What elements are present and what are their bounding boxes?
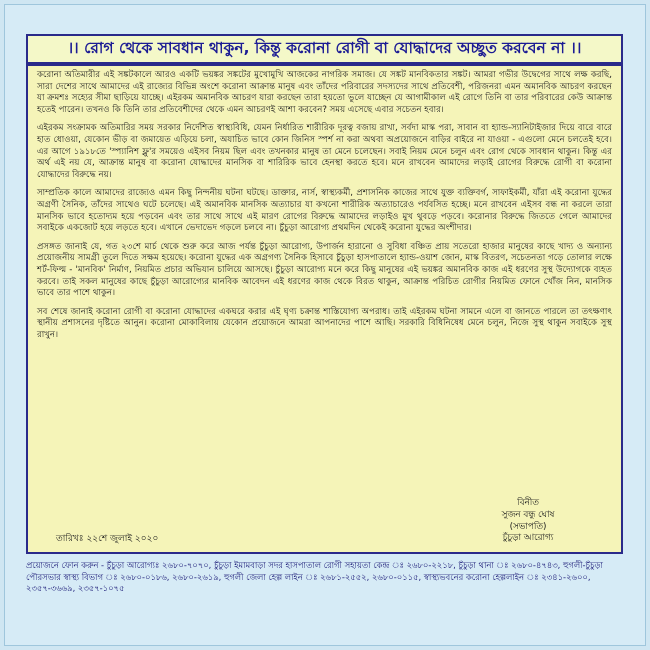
- signatory-organization: চুঁচুড়া আরোগ্য: [502, 533, 554, 544]
- paragraph-2: এইরকম সংক্রামক অতিমারির সময় সরকার নির্দেশিত স্বাস্থ্যবিধি, যেমন নির্ধারিত শারীরিক দূরত্ব বজায় রাখা, সর্বদা মাস্ক পরা, সাবান বা হ্যান্ড-স্যানিটাইজার দিয়ে বারে বারে হাত ধোওয়া, যেকোন ভীড় বা জমায়েত এড়িয়ে চলা, অযাচিত ভাবে কোন জিনিস স্পর্শ না করা অথবা অপ্রয়োজনে বাড়ির বাইরে না যাওয়া - এগুলো মেনে চলতেই হবে। এর আগে ১৯১৮তে 'স্প্যানিশ ফ্লু'র সময়েও এইসব নিয়ম ছিল এবং তখনকার মানুষ তা মেনে চলেছেন। সবাই নিয়ম মেনে চলুন এবং রোগ থেকে সাবধান থাকুন। কিন্তু এর অর্থ এই নয় যে, আক্রান্ত মানুষ বা করোনা যোদ্ধাদের মানসিক বা শারিরিক ভাবে হেনস্থা করতে হবে। মনে রাখবেন আমাদের লড়াই রোগের বিরুদ্ধে রোগী বা করোনা যোদ্ধাদের বিরুদ্ধে নয়।: [37, 123, 612, 180]
- signature-salutation: বিনীত: [517, 498, 539, 508]
- paragraph-1: করোনা অতিমারীর এই সঙ্কটকালে আরও একটি ভয়ঙ্কর সঙ্কটের মুখোমুখি আজকের নাগরিক সমাজ। যে সঙ্কট মানবিকতার সঙ্কট। আমরা গভীর উদ্বেগের সাথে লক্ষ করছি, সারা দেশের সাথে আমাদের এই রাজ্যের বিভিন্ন অংশে করোনা আক্রান্ত মানুষ এবং তাঁদের পরিবারের সদস্যদের সাথে প্রতিবেশী, পরিজনরা এমন অমানবিক আচরণ করছেন যা ক্রমশঃ সহ্যের সীমা ছাড়িয়ে যাচ্ছে। এইরকম অমানবিক আচরণ যারা করছেন তারা হয়তো ভুলে যাচ্ছেন যে আগামীকাল এই রোগে তিনি বা তার পরিবারের কেউ আক্রান্ত হতেই পারেন। তখনও কি তিনি তার প্রতিবেশীদের থেকে এমন আচরণই আশা করবেন? সময় এসেছে এবার সচেতন হবার।: [37, 70, 612, 115]
- title-banner: [26, 34, 623, 64]
- notice-date: তারিখঃ ২২শে জুলাই ২০২০: [56, 534, 159, 544]
- paragraph-5: সব শেষে জানাই করোনা রোগী বা করোনা যোদ্ধাদের একঘরে করার এই ঘৃণ্য চক্রান্ত শাস্তিযোগ্য অপরাধ। তাই এইরকম ঘটনা সামনে এলে বা জানতে পারলে তা তৎক্ষণাৎ স্থানীয় প্রশাসনের দৃষ্টিতে আনুন। করোনা মোকাবিলায় যেকোন প্রয়োজনে আমরা আপনাদের পাশে আছি। সরকারি বিধিনিষেধ মেনে চলুন, নিজে সুস্থ থাকুন সবাইকে সুস্থ রাখুন।: [37, 306, 612, 340]
- signature-block: [468, 498, 588, 545]
- signatory-name: সুজন বন্ধু ঘোষ: [501, 509, 555, 520]
- notice-body: [26, 64, 623, 554]
- page-title: ।। রোগ থেকে সাবধান থাকুন, কিন্তু করোনা রোগী বা যোদ্ধাদের অচ্ছুত করবেন না ।।: [67, 39, 582, 57]
- paragraph-4: প্রসঙ্গত জানাই যে, গত ২৩শে মার্চ থেকে শুরু করে আজ পর্যন্ত চুঁচুড়া আরোগ্য, উপার্জন হারানো ও সুবিধা বঞ্চিত প্রায় সতেরো হাজার মানুষের কাছে খাদ্য ও অন্যান্য প্রয়োজনীয় সামগ্রী তুলে দিতে সক্ষম হয়েছে। করোনা যুদ্ধের এক অগ্রগণ্য সৈনিক হিসাবে চুঁচুড়া হাসপাতালে হ্যান্ড-ওয়াশ জোন, মাস্ক বিতরণ, সচেতনতা গড়ে তোলার লক্ষে শর্ট-ফিল্ম - 'মানবিক' নির্মাণ, নিয়মিত প্রচার অভিযান চালিয়ে আসছে। চুঁচুড়া আরোগ্য মনে করে কিছু মানুষের এই ভয়ঙ্কর অমানবিক কাজ এই ধরণের সুস্থ উদ্যোগকে ব্যহত করবে। তাই সকল মানুষের কাছে চুঁচুড়া আরোগ্যের মানবিক আবেদন এই ধরণের কাজ থেকে বিরত থাকুন, আক্রান্ত পরিচিত রোগীর নিয়মিত ফোনে খোঁজ নিন, মানসিক ভাবে তার পাশে থাকুন।: [37, 241, 612, 299]
- signatory-designation: (সভাপতি): [509, 521, 547, 532]
- helpline-footer: প্রয়োজনে ফোন করুন - চুঁচুড়া আরোগ্যঃ ২৬৮০-৭০৭০, চুঁচুড়া ইমামবাড়া সদর হাসপাতাল রোগী সহায়তা কেন্দ্র ঃ ২৬৮০-২২১৮, চুঁচুড়া থানা ঃ ২৬৮০-৪৭৪৩, হুগলী-চুঁচুড়া পৌরসভার স্বাস্থ্য বিভাগ ঃ ২৬৮০-০১৮৬, ২৬৮০-২৬১৯, হুগলী জেলা হেল্প লাইন ঃ ২৬৮১-২৫৫২, ২৬৮০-০১১৫, স্বাস্থ্যভবনের করোনা হেল্পলাইন ঃ ২৩৪১-২৬০০, ২৩৫৭-৩৬৬৯, ২৩৫৭-১০৭৫: [26, 560, 603, 594]
- paragraph-3: সাম্প্রতিক কালে আমাদের রাজ্যেও এমন কিছু নিন্দনীয় ঘটনা ঘটছে। ডাক্তার, নার্স, স্বাস্থ্যকর্মী, প্রশাসনিক কাজের সাথে যুক্ত ব্যক্তিবর্গ, সাফাইকর্মী, যাঁরা এই করোনা যুদ্ধের অগ্রণী সৈনিক, তাঁদের সাথেও ঘটে চলেছে। এই অমানবিক মানসিক অত্যাচার যা কখনো শারীরিক অত্যাচারেও পর্যবসিত হচ্ছে। মনে রাখবেন এইসব বন্ধ না করলে তারা মানসিক ভাবে হতোদ্যম হয়ে পড়বেন এবং তার সাথে সাথে এই মারণ রোগের বিরুদ্ধে আমাদের লড়াইও মুখ থুবড়ে পড়বে। করোনার বিরুদ্ধে জিততে গেলে আমাদের সবাইকে একজোট হয়ে লড়তে হবে। এখানে ভেদাভেদ গড়লে চলবে না। চুঁচুড়া আরোগ্য প্রথমদিন থেকেই করোনা যুদ্ধের অংশীদার।: [37, 188, 612, 234]
